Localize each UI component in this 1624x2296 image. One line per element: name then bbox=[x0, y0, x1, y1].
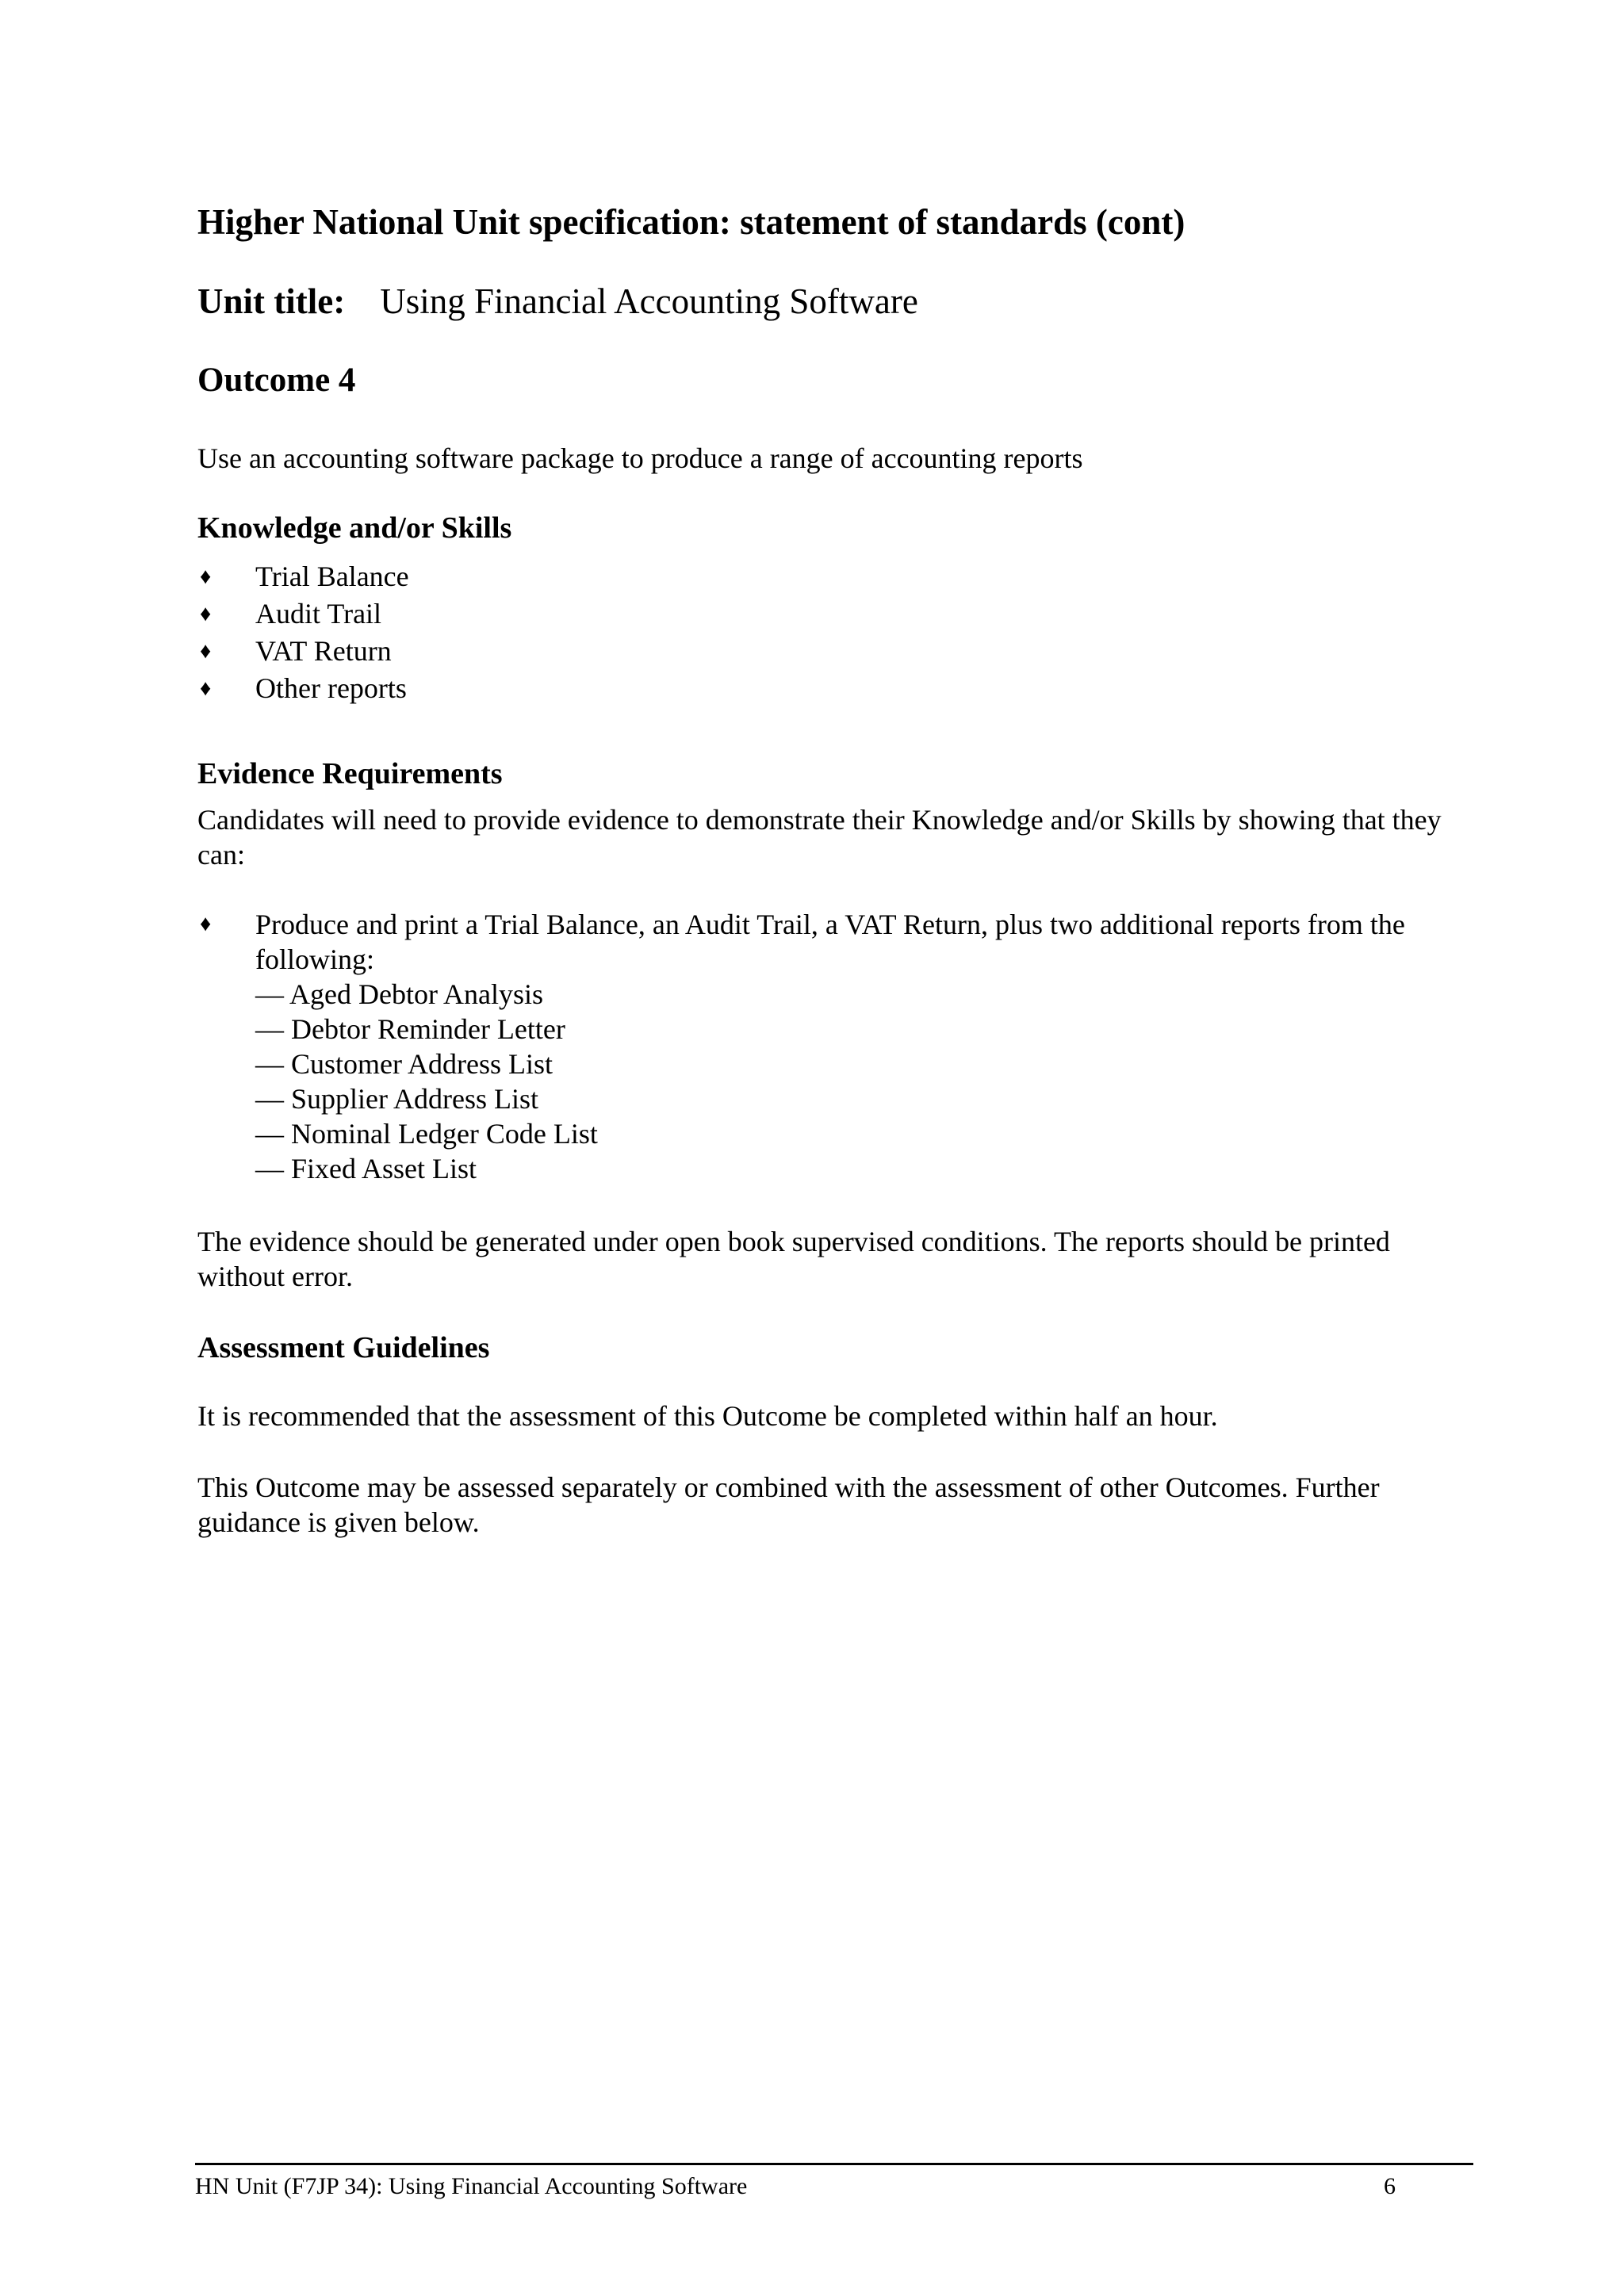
list-item bbox=[197, 558, 1482, 595]
outcome-heading: Outcome 4 bbox=[197, 362, 356, 399]
list-item bbox=[197, 595, 1482, 633]
list-item bbox=[197, 907, 1482, 1186]
diamond-bullet-icon: ♦ bbox=[200, 912, 212, 936]
evidence-list bbox=[197, 907, 1482, 1186]
page-number: 6 bbox=[1384, 2173, 1396, 2199]
list-item-text: Other reports bbox=[255, 672, 407, 704]
diamond-bullet-icon: ♦ bbox=[200, 639, 212, 664]
evidence-requirements-heading: Evidence Requirements bbox=[197, 757, 503, 790]
list-item-text: Audit Trail bbox=[255, 598, 382, 629]
evidence-conditions: The evidence should be generated under open book supervised conditions. The reports should be printed without error. bbox=[197, 1226, 1390, 1292]
evidence-item-text: Produce and print a Trial Balance, an Audit Trail, a VAT Return, plus two additional reports from the following: bbox=[255, 909, 1405, 975]
assessment-guidelines-heading: Assessment Guidelines bbox=[197, 1331, 490, 1364]
assessment-paragraph: It is recommended that the assessment of this Outcome be completed within half an hour. bbox=[197, 1400, 1218, 1432]
list-item bbox=[197, 670, 1482, 707]
report-option: — Customer Address List bbox=[255, 1048, 553, 1080]
list-item-text: VAT Return bbox=[255, 635, 392, 667]
unit-title-label: Unit title: bbox=[197, 281, 346, 321]
unit-title-value: Using Financial Accounting Software bbox=[380, 281, 918, 321]
diamond-bullet-icon: ♦ bbox=[200, 676, 212, 701]
report-option: — Nominal Ledger Code List bbox=[255, 1118, 598, 1150]
page-footer bbox=[195, 2163, 1473, 2202]
knowledge-skills-list bbox=[197, 558, 1482, 707]
page-content bbox=[197, 200, 1482, 1540]
diamond-bullet-icon: ♦ bbox=[200, 602, 212, 626]
outcome-statement: Use an accounting software package to produce a range of accounting reports bbox=[197, 442, 1083, 474]
list-item-text: Trial Balance bbox=[255, 561, 409, 592]
evidence-intro: Candidates will need to provide evidence to demonstrate their Knowledge and/or Skills by showing that they can: bbox=[197, 804, 1442, 871]
report-option: — Fixed Asset List bbox=[255, 1153, 477, 1184]
report-options-list bbox=[255, 977, 1482, 1186]
document-heading: Higher National Unit specification: statement of standards (cont) bbox=[197, 202, 1185, 242]
diamond-bullet-icon: ♦ bbox=[200, 564, 212, 589]
unit-title-row bbox=[197, 279, 1482, 323]
report-option: — Supplier Address List bbox=[255, 1083, 538, 1115]
assessment-paragraph: This Outcome may be assessed separately or combined with the assessment of other Outcomes. Further guidance is given below. bbox=[197, 1471, 1380, 1538]
report-option: — Debtor Reminder Letter bbox=[255, 1013, 565, 1045]
report-option: — Aged Debtor Analysis bbox=[255, 978, 543, 1010]
footer-unit-reference: HN Unit (F7JP 34): Using Financial Accounting Software bbox=[195, 2173, 748, 2199]
list-item bbox=[197, 633, 1482, 670]
knowledge-skills-heading: Knowledge and/or Skills bbox=[197, 511, 512, 545]
